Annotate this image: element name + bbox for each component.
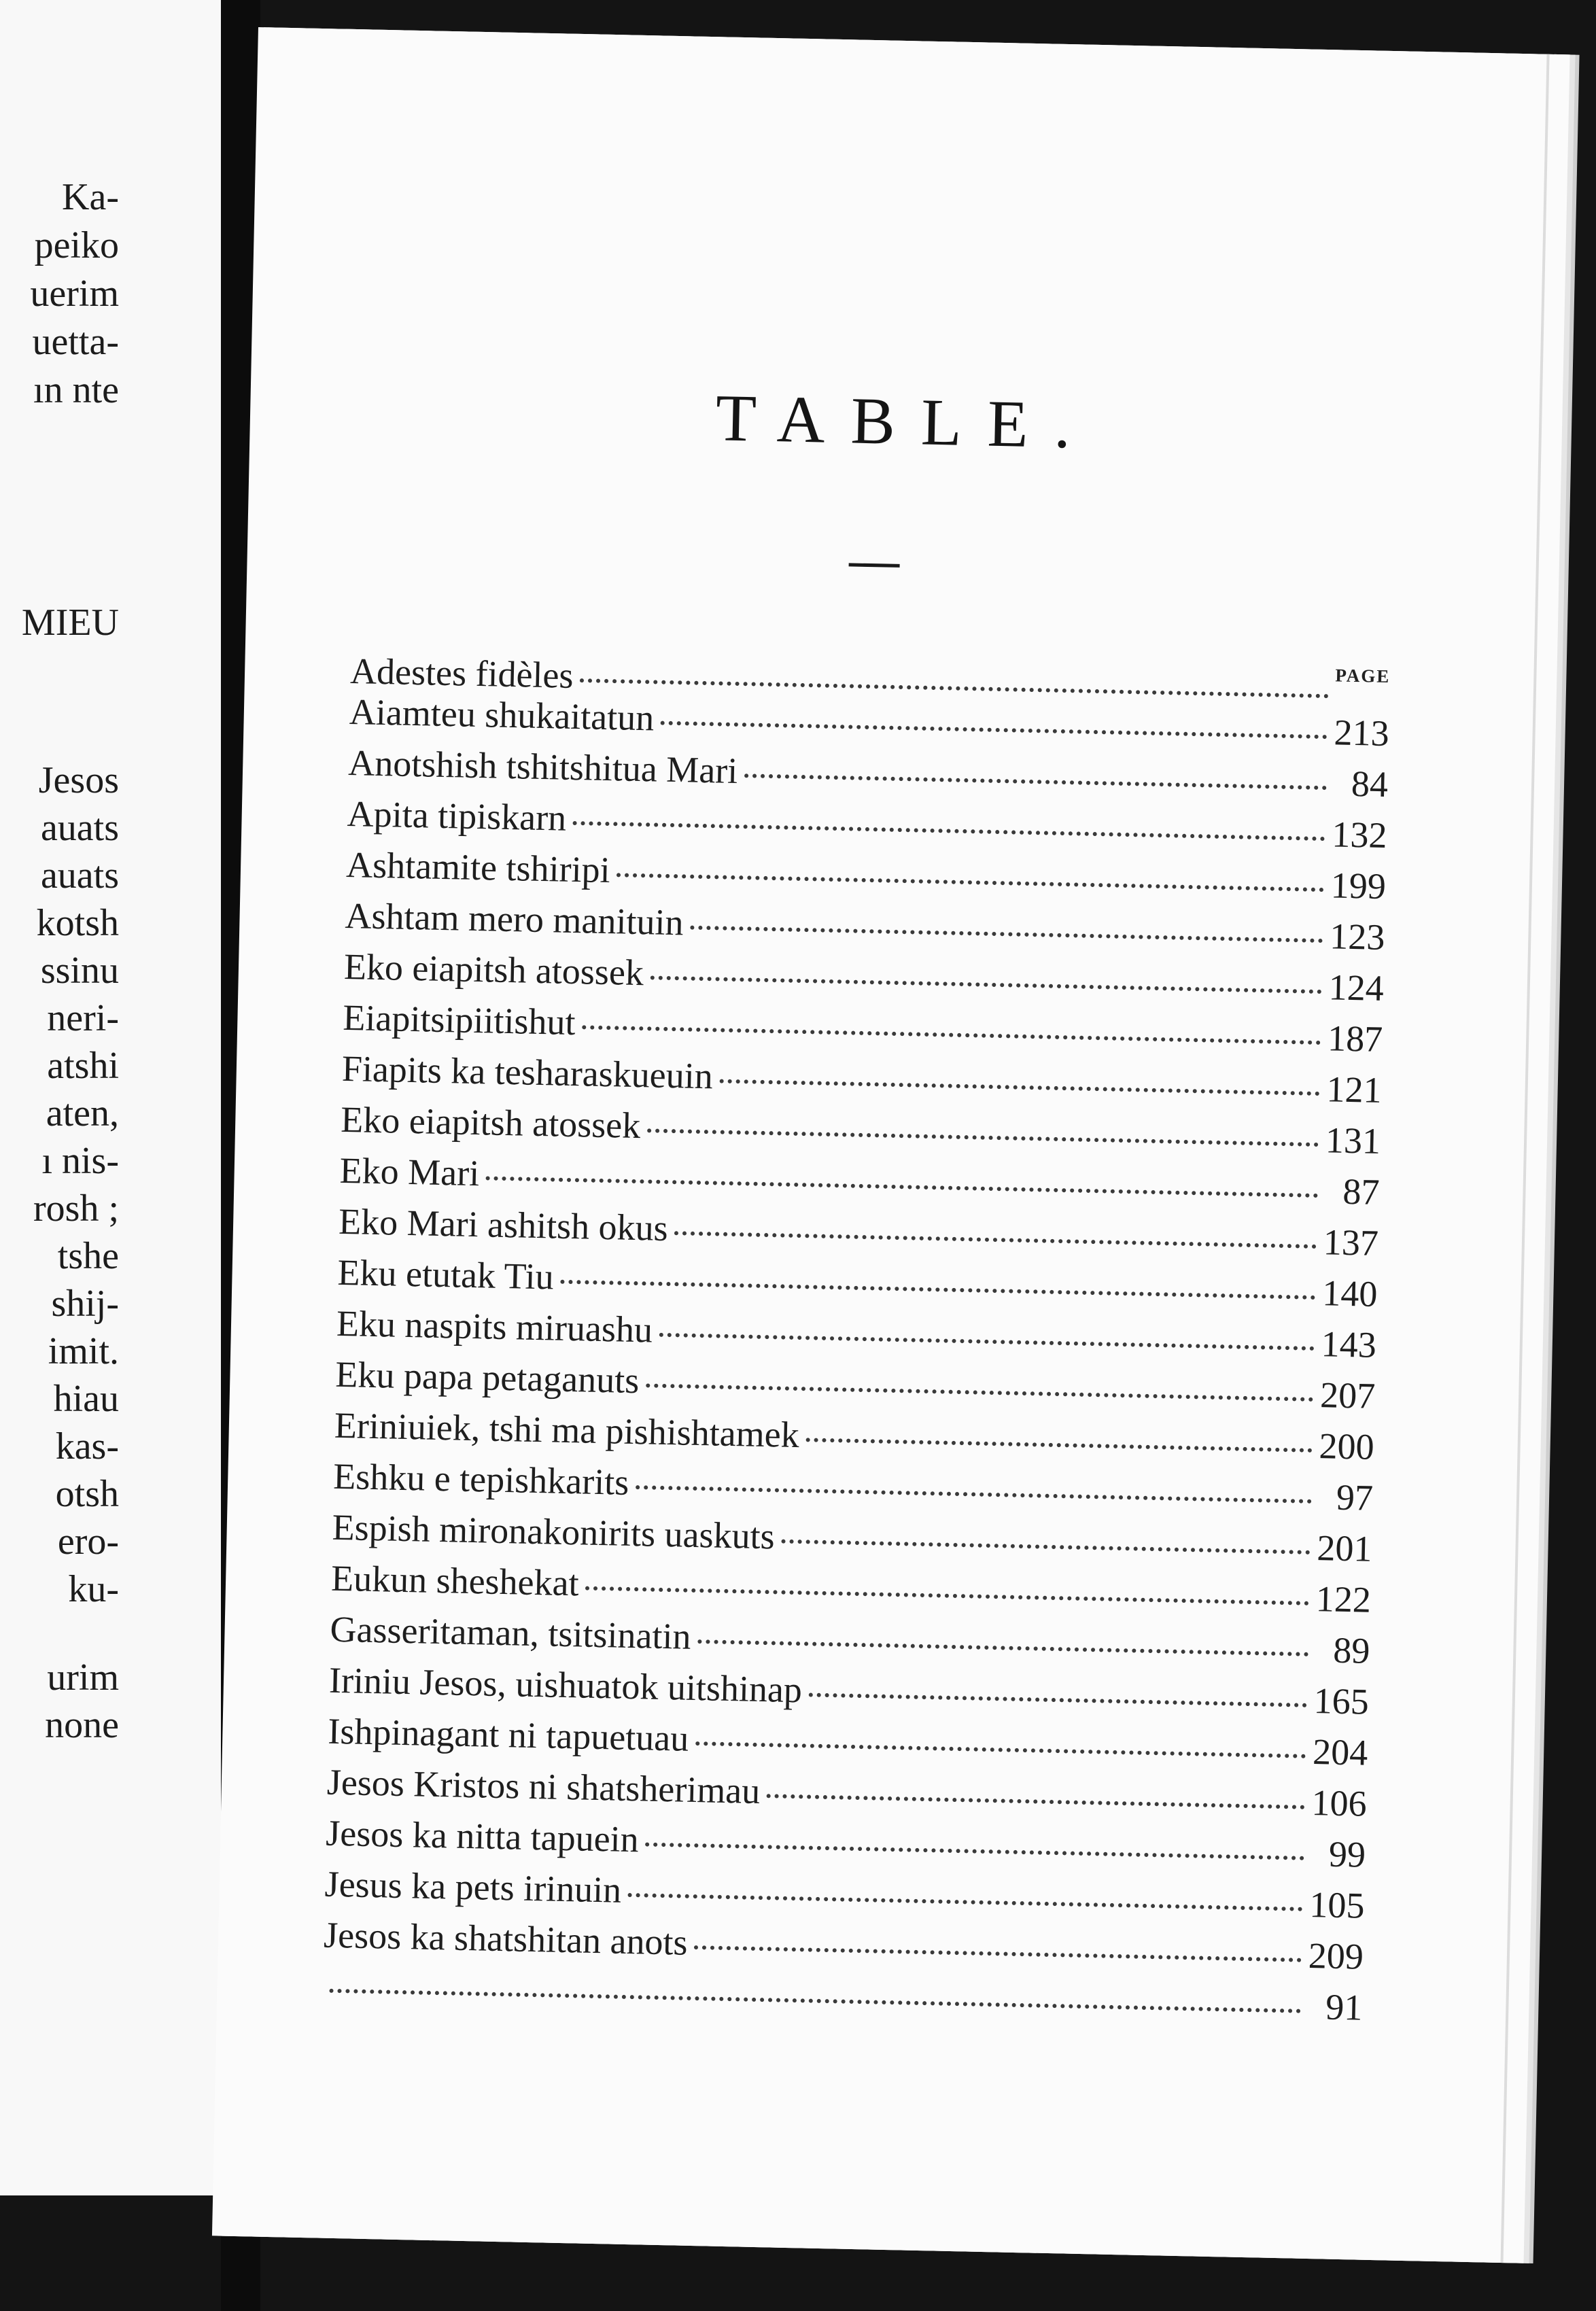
- dot-leader: [617, 873, 1323, 892]
- toc-entry-page-number: 132: [1331, 814, 1388, 856]
- toc-entry-page-number: 209: [1308, 1934, 1364, 1977]
- left-page-text-fragment: ku-: [68, 1568, 119, 1610]
- toc-entry-page-number: 105: [1308, 1883, 1366, 1926]
- toc-entry-page-number: 84: [1351, 763, 1389, 805]
- toc-entry-title: Espish mironakonirits uaskuts: [332, 1506, 776, 1557]
- toc-entry-title: Jesus ka pets irinuin: [324, 1863, 622, 1911]
- toc-entry-list: [322, 650, 1391, 2038]
- toc-entry-page-number: 187: [1327, 1018, 1383, 1060]
- left-page-text-fragment: ero-: [57, 1521, 119, 1563]
- toc-entry-page-number: 131: [1325, 1119, 1381, 1162]
- toc-entry-page-number: 121: [1325, 1068, 1383, 1111]
- dot-leader: [767, 1794, 1304, 1809]
- toc-entry-title: Jesos ka shatshitan anots: [323, 1914, 689, 1963]
- toc-entry-page-number: 200: [1319, 1425, 1375, 1467]
- toc-entry-title: Jesos ka nitta tapuein: [325, 1812, 640, 1860]
- left-page-text-fragment: peiko: [34, 224, 119, 266]
- toc-entry-title: Apita tipiskarn: [347, 793, 567, 839]
- dot-leader: [695, 1741, 1306, 1758]
- dot-leader: [694, 1945, 1301, 1962]
- toc-entry-page-number: 207: [1319, 1374, 1376, 1417]
- left-page-text-fragment: otsh: [55, 1473, 119, 1515]
- toc-entry-page-number: 165: [1313, 1680, 1370, 1722]
- toc-entry-title: Iriniu Jesos, uishuatok uitshinap: [328, 1659, 803, 1711]
- table-of-contents: [323, 644, 1391, 2028]
- dot-leader: [585, 1586, 1308, 1605]
- toc-entry-title: Ashtam mero manituin: [345, 894, 684, 943]
- dot-leader: [573, 821, 1325, 841]
- left-page-text-fragment: MIEU: [21, 602, 119, 644]
- left-page-text-fragment: kas-: [55, 1425, 119, 1467]
- toc-entry-title: Ashtamite tshiripi: [345, 844, 611, 891]
- toc-entry-page-number: 140: [1321, 1272, 1378, 1315]
- toc-entry-page-number: 97: [1336, 1476, 1374, 1518]
- dot-leader: [329, 1989, 1301, 2013]
- left-page-text-fragment: rosh ;: [33, 1187, 119, 1230]
- page-title: TABLE.: [714, 381, 1098, 463]
- toc-entry-title: Adestes fidèles: [349, 650, 574, 696]
- toc-entry-page-number: 91: [1325, 1986, 1363, 2028]
- left-page-text-fragment: ı nis-: [41, 1140, 119, 1182]
- toc-entry-page-number: 213: [1333, 712, 1390, 754]
- dot-leader: [809, 1692, 1307, 1707]
- page-column-label: PAGE: [1335, 665, 1391, 687]
- dot-leader: [690, 926, 1323, 943]
- dot-leader: [781, 1540, 1310, 1554]
- toc-entry-page-number: 137: [1323, 1221, 1379, 1264]
- left-page-text-fragment: neri-: [47, 997, 119, 1039]
- left-page-text-fragment: auats: [40, 854, 119, 897]
- dot-leader: [582, 1025, 1321, 1045]
- toc-entry-title: Eko Mari: [339, 1149, 480, 1194]
- toc-entry-page-number: [1336, 703, 1390, 705]
- left-page-text-fragment: auats: [40, 807, 119, 849]
- toc-entry-title: Eiapitsipiitishut: [342, 996, 576, 1043]
- left-page-text-fragment: shij-: [51, 1283, 119, 1325]
- dot-leader: [646, 1383, 1313, 1402]
- left-page-text-fragment: tshe: [57, 1235, 119, 1277]
- toc-entry-title: Ishpinagant ni tapuetuau: [327, 1710, 689, 1759]
- toc-entry-title: Aiamteu shukaitatun: [349, 691, 655, 739]
- left-page-text-fragment: Ka-: [62, 176, 119, 218]
- dot-leader: [636, 1485, 1312, 1504]
- toc-entry-page-number: 204: [1312, 1731, 1368, 1773]
- left-page-text-fragment: ın nte: [33, 369, 119, 411]
- toc-entry-title: Gasseritaman, tsitsinatin: [330, 1608, 692, 1657]
- left-page-text-fragment: kotsh: [36, 902, 119, 944]
- dot-leader: [486, 1176, 1318, 1198]
- dot-leader: [674, 1231, 1316, 1249]
- dot-leader: [720, 1079, 1320, 1096]
- toc-entry-page-number: 89: [1332, 1629, 1370, 1671]
- left-page-text-fragment: uetta-: [32, 321, 119, 363]
- dot-leader: [806, 1438, 1313, 1453]
- left-page-text-fragment: uerim: [30, 273, 119, 315]
- toc-entry-title: Eko eiapitsh atossek: [343, 945, 644, 994]
- dot-leader: [628, 1893, 1302, 1911]
- left-page-text-fragment: Jesos: [38, 759, 119, 801]
- title-rule: [849, 563, 900, 568]
- dot-leader: [650, 975, 1322, 994]
- left-facing-page: [0, 0, 221, 2195]
- toc-entry-title: Eriniuiek, tshi ma pishishtamek: [334, 1404, 800, 1456]
- dot-leader: [647, 1128, 1319, 1147]
- dot-leader: [580, 678, 1328, 698]
- dot-leader: [661, 721, 1328, 740]
- left-page-text-fragment: atshi: [47, 1045, 119, 1087]
- toc-entry-page-number: 143: [1321, 1323, 1377, 1366]
- toc-entry-page-number: 201: [1316, 1527, 1373, 1569]
- toc-entry-title: Eku naspits miruashu: [336, 1302, 653, 1351]
- toc-entry-title: Eshku e tepishkarits: [332, 1455, 629, 1503]
- dot-leader: [744, 774, 1327, 790]
- page-edge: [1501, 54, 1550, 2263]
- toc-page: [212, 27, 1570, 2263]
- toc-entry-title: Eko Mari ashitsh okus: [338, 1200, 669, 1249]
- toc-entry-page-number: 123: [1329, 916, 1385, 958]
- toc-entry-title: Eku papa petaganuts: [334, 1353, 640, 1402]
- toc-entry-page-number: 87: [1342, 1170, 1381, 1213]
- dot-leader: [697, 1639, 1308, 1656]
- toc-entry-title: Anotshish tshitshitua Mari: [347, 742, 738, 792]
- toc-entry-page-number: 106: [1311, 1782, 1368, 1824]
- left-page-text-fragment: imit.: [48, 1330, 119, 1372]
- toc-entry-title: Eku etutak Tiu: [337, 1251, 555, 1298]
- toc-entry-page-number: 99: [1328, 1833, 1366, 1875]
- dot-leader: [560, 1280, 1315, 1300]
- dot-leader: [645, 1843, 1304, 1860]
- left-page-text-fragment: none: [45, 1704, 119, 1746]
- left-page-text-fragment: ssinu: [40, 950, 119, 992]
- dot-leader: [659, 1333, 1315, 1351]
- toc-entry-title: Fiapits ka tesharaskueuin: [341, 1047, 714, 1097]
- toc-entry-title: Jesos Kristos ni shatsherimau: [326, 1761, 761, 1812]
- left-page-text-fragment: hiau: [53, 1378, 119, 1420]
- toc-entry-title: Eko eiapitsh atossek: [340, 1098, 641, 1147]
- left-page-text-fragment: aten,: [46, 1092, 119, 1134]
- toc-entry-page-number: 122: [1315, 1578, 1372, 1620]
- toc-entry-title: Eukun sheshekat: [330, 1557, 580, 1604]
- toc-entry-page-number: 199: [1330, 865, 1387, 907]
- left-page-text-fragment: urim: [47, 1656, 119, 1699]
- toc-entry-page-number: 124: [1328, 967, 1385, 1009]
